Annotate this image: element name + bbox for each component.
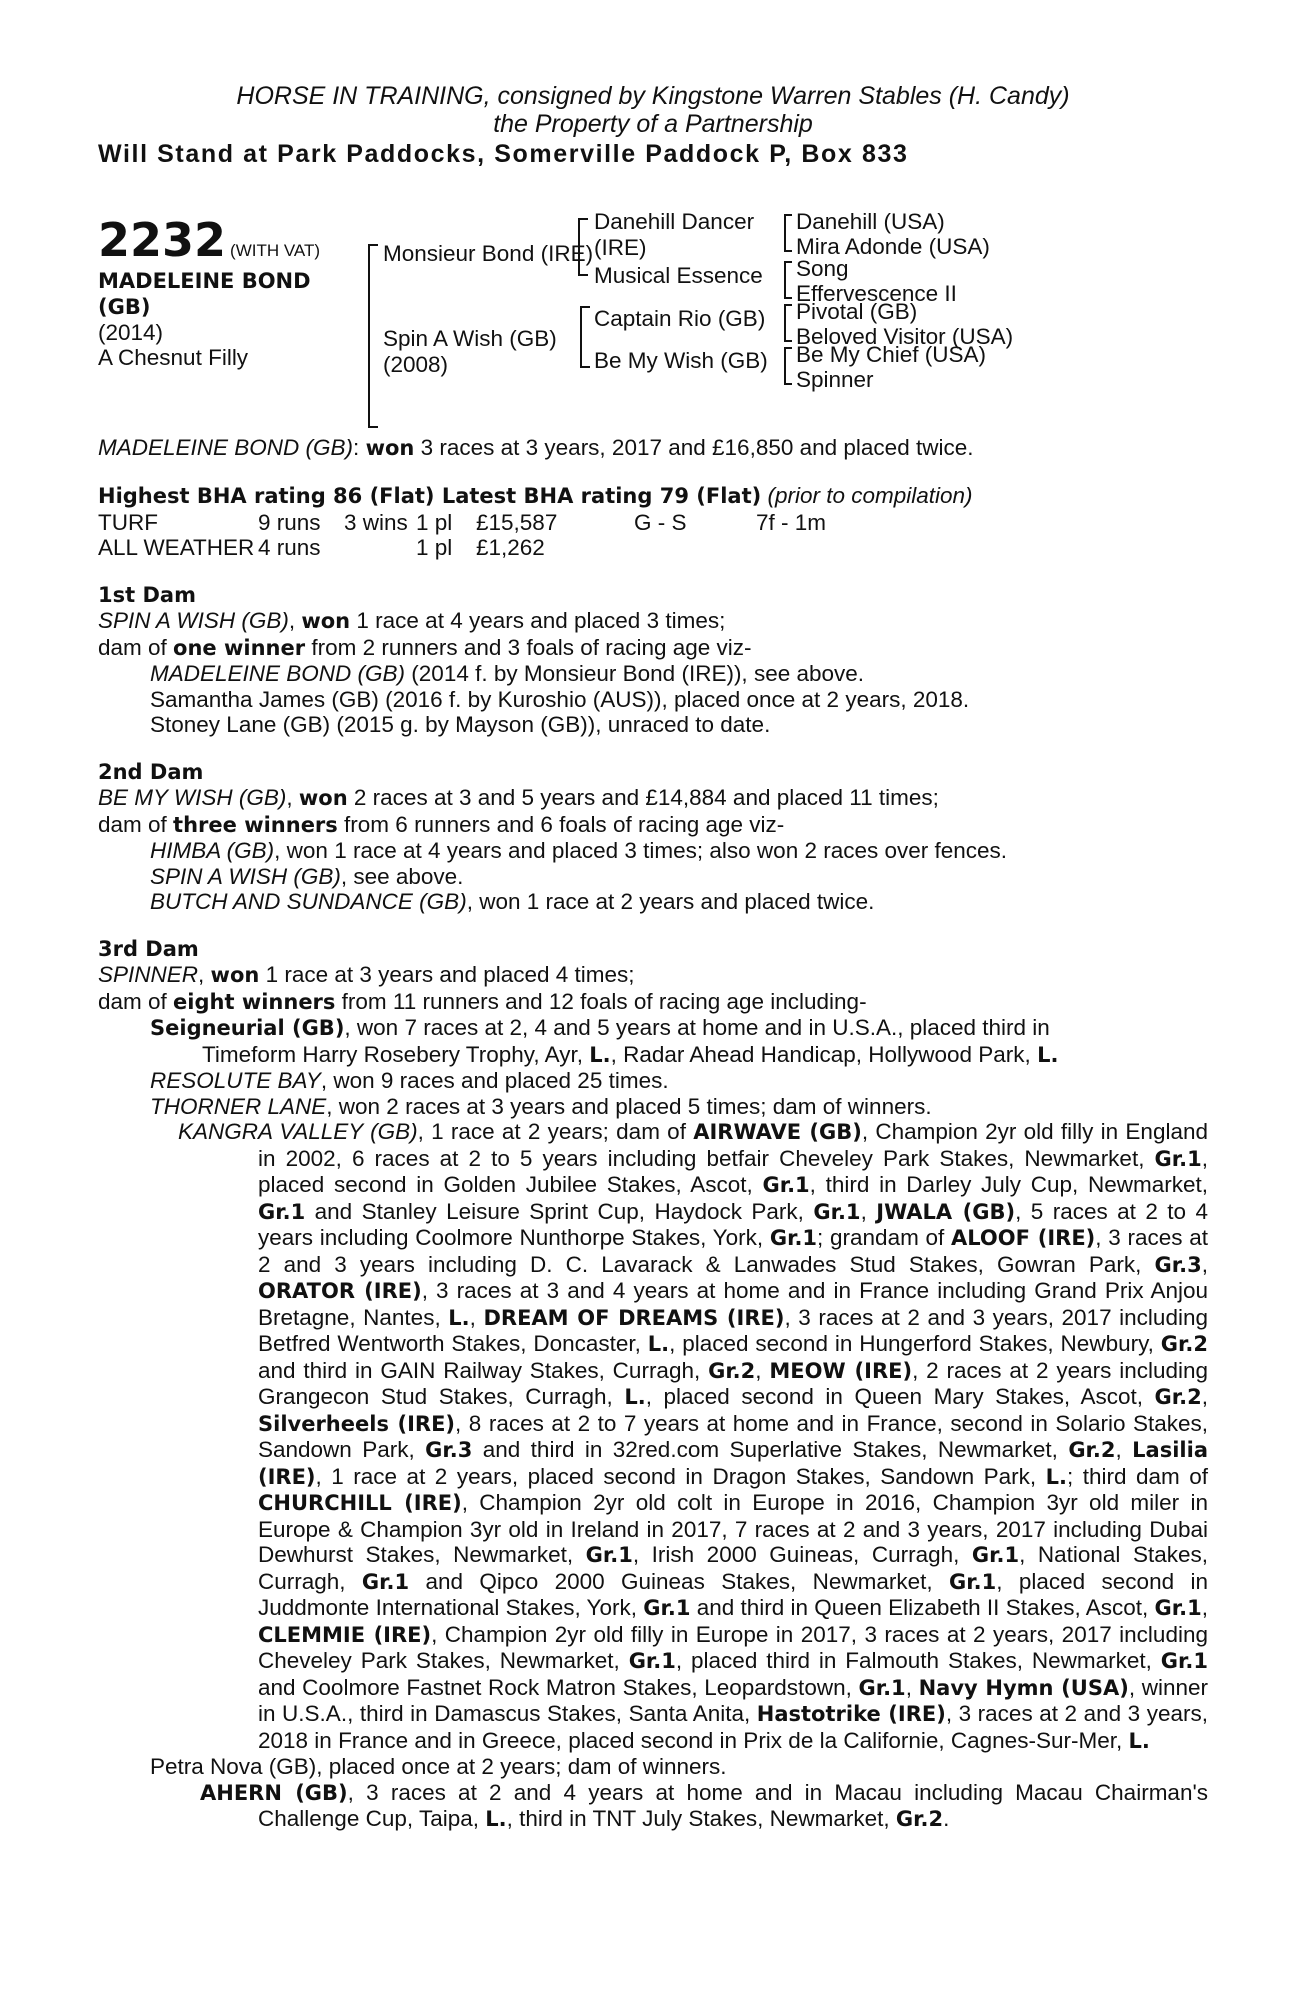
highlight-text: Silverheels (IRE) xyxy=(258,1411,456,1436)
record-text: , winner in U.S.A., third in Damascus Stakes, Santa Anita, xyxy=(258,1674,1208,1726)
record-text: , placed second in Queen Mary Stakes, Ascot, xyxy=(645,1384,1155,1409)
highlight-text: L. xyxy=(647,1332,670,1356)
highlight-text: L. xyxy=(1128,1728,1150,1753)
stat-placed: 1 pl xyxy=(416,509,453,535)
catalogue-page xyxy=(98,82,1208,1833)
record-text: ; third dam of xyxy=(1066,1463,1208,1489)
summary-won: won xyxy=(365,435,415,460)
highlight-text: L. xyxy=(1045,1464,1067,1489)
ratings-note: (prior to compilation) xyxy=(761,483,973,508)
record-text: , 1 race at 2 years; dam of xyxy=(417,1119,694,1144)
produce-name: THORNER LANE xyxy=(150,1093,327,1119)
winner-count: three winners xyxy=(173,812,338,837)
dam-dam-dam: Spinner xyxy=(796,366,874,392)
produce-entry: Samantha James (GB) (2016 f. by Kuroshio (AUS)), placed once at 2 years, 2018. xyxy=(150,686,970,712)
record-text: , xyxy=(755,1357,770,1383)
all-weather-stats xyxy=(98,535,1208,561)
produce-name: BUTCH AND SUNDANCE (GB) xyxy=(150,889,467,914)
highlight-text: MEOW (IRE) xyxy=(769,1358,913,1383)
dam-dam-sire: Be My Chief (USA) xyxy=(796,341,987,367)
highlight-text: L. xyxy=(624,1385,646,1409)
dam-record: 2 races at 3 and 5 years and £14,884 and placed 11 times; xyxy=(347,785,939,810)
second-dam-section: 2nd Dam BE MY WISH (GB), won 2 races at 3 and 5 years and £14,884 and placed 11 times; dam of three winners from 6 runners and 6 foals of racing age viz- HIMBA (GB), won 1 race at 4 years and placed 3 times; also won 2 races over fences. SPIN A WISH (GB), see above. BUTCH AND SUNDANCE (GB), won 1 race at 2 years and placed twice. xyxy=(98,760,1208,915)
highlight-text: CHURCHILL (IRE) xyxy=(258,1491,462,1515)
produce-intro: dam of xyxy=(98,634,174,660)
horse-name-country: (GB) xyxy=(98,294,151,319)
dam-name: BE MY WISH (GB) xyxy=(98,785,287,810)
record-text: , Champion 2yr old filly in England in 2002, 6 races at 2 to 5 years including betfair Cheveley Park Stakes, Newmarket, xyxy=(258,1119,1209,1171)
record-text: , National Stakes, Curragh, xyxy=(258,1542,1208,1594)
record-text: , third in TNT July Stakes, Newmarket, xyxy=(506,1806,896,1831)
stat-placed: 1 pl xyxy=(416,535,453,560)
record-text: , xyxy=(860,1198,877,1224)
highlight-text: Gr.1 xyxy=(585,1543,633,1567)
produce-record: Timeform Harry Rosebery Trophy, Ayr, xyxy=(202,1041,590,1067)
highlight-text: AIRWAVE (GB) xyxy=(693,1120,862,1144)
highlight-text: Gr.1 xyxy=(258,1199,306,1224)
pedigree-bracket-1 xyxy=(368,244,378,428)
dam-year: (2008) xyxy=(383,351,449,377)
third-dam-section: 3rd Dam SPINNER, won 1 race at 3 years and placed 4 times; dam of eight winners from 11 runners and 12 foals of racing age including- Seigneurial (GB), won 7 races at 2, 4 and 5 years at home and in U.S.A., placed third in Timeform Harry Rosebery Trophy, Ayr, L., Radar Ahead Handicap, Hollywood Park, L. RESOLUTE BAY, won 9 races and placed 25 times. THORNER LANE, won 2 races at 3 years and placed 5 times; dam of winners. KANGRA VALLEY (GB), 1 race at 2 years; dam of AIRWAVE (GB), Champion 2yr old filly in England in 2002, 6 races at 2 to 5 years including betfair Cheveley Park Stakes, Newmarket, Gr.1, placed second in Golden Jubilee Stakes, Ascot, Gr.1, third in Darley July Cup, Newmarket, Gr.1 and Stanley Leisure Sprint Cup, Haydock Park, Gr.1, JWALA (GB), 5 races at 2 to 4 years including Coolmore Nunthorpe Stakes, York, Gr.1; grandam of ALOOF (IRE), 3 races at 2 and 3 years including D. C. Lavarack & Lanwades Stud Stakes, Gowran Park, Gr.3, ORATOR (IRE), 3 races at 3 and 4 years at home and in France including Grand Prix Anjou Bretagne, Nantes, L., DREAM OF DREAMS (IRE), 3 races at 2 and 3 years, 2017 including Betfred Wentworth Stakes, Doncaster, L., placed second in Hungerford Stakes, Newbury, Gr.2 and third in GAIN Railway Stakes, Curragh, Gr.2, MEOW (IRE), 2 races at 2 years including Grangecon Stud Stakes, Curragh, L., placed second in Queen Mary Stakes, Ascot, Gr.2, Silverheels (IRE), 8 races at 2 to 7 years at home and in France, second in Solario Stakes, Sandown Park, Gr.3 and third in 32red.com Superlative Stakes, Newmarket, Gr.2, Lasilia (IRE), 1 race at 2 years, placed second in Dragon Stakes, Sandown Park, L.; third dam of CHURCHILL (IRE), Champion 2yr old colt in Europe in 2016, Champion 3yr old miler in Europe & Champion 3yr old in Ireland in 2017, 7 races at 2 and 3 years, 2017 including Dubai Dewhurst Stakes, Newmarket, Gr.1, Irish 2000 Guineas, Curragh, Gr.1, National Stakes, Curragh, Gr.1 and Qipco 2000 Guineas Stakes, Newmarket, Gr.1, placed second in Juddmonte International Stakes, York, Gr.1 and third in Queen Elizabeth II Stakes, Ascot, Gr.1, CLEMMIE (IRE), Champion 2yr old filly in Europe in 2017, 3 races at 2 years, 2017 including Cheveley Park Stakes, Newmarket, Gr.1, placed third in Falmouth Stakes, Newmarket, Gr.1 and Coolmore Fastnet Rock Matron Stakes, Leopardstown, Gr.1, Navy Hymn (USA), winner in U.S.A., third in Damascus Stakes, Santa Anita, Hastotrike (IRE), 3 races at 2 and 3 years, 2018 in France and in Greece, placed second in Prix de la Californie, Cagnes-Sur-Mer, L. Petra Nova (GB), placed once at 2 years; dam of winners. AHERN (GB), 3 races at 2 and 4 years at home and in Macau including Macau Chairman's Challenge Cup, Taipa, L., third in TNT July Stakes, Newmarket, Gr.2. xyxy=(98,936,1209,1831)
race-grade: L. xyxy=(589,1042,611,1067)
pedigree-bracket-3d xyxy=(784,347,792,385)
record-text: and third in GAIN Railway Stakes, Curragh, xyxy=(258,1357,709,1383)
highlight-text: Gr.2 xyxy=(895,1807,944,1831)
race-summary: MADELEINE BOND (GB): won 3 races at 3 years, 2017 and £16,850 and placed twice. xyxy=(98,434,974,460)
record-text: , Irish 2000 Guineas, Curragh, xyxy=(632,1542,972,1567)
stat-earnings: £1,262 xyxy=(476,535,545,560)
highlight-text: Gr.1 xyxy=(762,1173,810,1197)
lot-number: 2232 xyxy=(98,212,227,267)
sire: Monsieur Bond (IRE) xyxy=(383,240,594,266)
produce-entry: Stoney Lane (GB) (2015 g. by Mayson (GB)), unraced to date. xyxy=(150,712,771,737)
record-text: , placed second in Juddmonte International Stakes, York, xyxy=(258,1568,1208,1620)
record-text: , Champion 2yr old filly in Europe in 2017, 3 races at 2 years, 2017 including Cheveley Park Stakes, Newmarket, xyxy=(258,1621,1208,1673)
record-text: , 5 races at 2 to 4 years including Coolmore Nunthorpe Stakes, York, xyxy=(258,1198,1208,1250)
won-label: won xyxy=(301,609,351,633)
record-text: , placed second in Hungerford Stakes, Newbury, xyxy=(669,1331,1161,1356)
pedigree-bracket-2b xyxy=(580,306,590,368)
winner-count: one winner xyxy=(173,635,306,660)
produce-record: , won 7 races at 2, 4 and 5 years at home and in U.S.A., placed third in xyxy=(344,1015,1050,1040)
produce-summary: from 11 runners and 12 foals of racing age including- xyxy=(335,988,867,1014)
highlight-text: Lasilia (IRE) xyxy=(258,1438,1208,1489)
record-text: , 3 races at 2 and 3 years including D. C. Lavarack & Lanwades Stud Stakes, Gowran Park, xyxy=(258,1225,1208,1277)
highlight-text: L. xyxy=(448,1305,470,1330)
record-text: , 8 races at 2 to 7 years at home and in France, second in Solario Stakes, Sandown Park, xyxy=(258,1410,1209,1462)
produce-intro: dam of xyxy=(98,988,174,1014)
stat-going: G - S xyxy=(634,509,687,535)
stat-wins xyxy=(344,535,416,561)
highlight-text: Gr.2 xyxy=(708,1358,756,1383)
dam: Spin A Wish (GB) xyxy=(383,325,557,351)
highlight-text: Gr.2 xyxy=(1160,1332,1208,1356)
produce-summary: from 6 runners and 6 foals of racing age viz- xyxy=(337,811,785,837)
record-text: ; grandam of xyxy=(817,1225,952,1250)
pedigree-bracket-3c xyxy=(784,304,792,342)
record-text: , 3 races at 2 and 4 years at home and in Macau including Macau Chairman's Challenge Cup, Taipa, xyxy=(258,1779,1209,1831)
highlight-text: Gr.2 xyxy=(1068,1438,1116,1462)
dam-dam: Be My Wish (GB) xyxy=(594,347,768,373)
record-text: , xyxy=(1201,1595,1208,1620)
produce-ahern xyxy=(98,1780,1208,1833)
record-text: , xyxy=(1201,1251,1208,1277)
summary-text: 3 races at 3 years, 2017 and £16,850 and placed twice. xyxy=(414,434,974,460)
highlight-text: Gr.1 xyxy=(769,1226,818,1250)
highlight-text: AHERN (GB) xyxy=(200,1780,348,1805)
highlight-text: Gr.3 xyxy=(1154,1252,1202,1277)
record-text: , 2 races at 2 years including Grangecon Stud Stakes, Curragh, xyxy=(258,1357,1209,1409)
produce-record: , won 9 races and placed 25 times. xyxy=(320,1068,669,1093)
ratings-block xyxy=(98,483,1208,561)
produce-name: HIMBA (GB) xyxy=(150,838,275,863)
produce-record: , won 1 race at 4 years and placed 3 times; also won 2 races over fences. xyxy=(274,838,1008,863)
summary-horse-name: MADELEINE BOND (GB) xyxy=(98,434,354,460)
highlight-text: L. xyxy=(485,1807,507,1831)
record-text: , 1 race at 2 years, placed second in Dragon Stakes, Sandown Park, xyxy=(315,1463,1046,1489)
winner-count: eight winners xyxy=(173,989,336,1014)
sire-sire-country: (IRE) xyxy=(594,234,647,260)
pedigree-bracket-2a xyxy=(578,218,588,276)
highlight-text: Gr.2 xyxy=(1154,1385,1202,1409)
sire-dam-sire: Song xyxy=(796,255,849,281)
produce-name: SPIN A WISH (GB) xyxy=(150,863,341,889)
pedigree-bracket-3a xyxy=(784,214,792,252)
foaling-year: (2014) xyxy=(98,319,164,345)
section-title: 3rd Dam xyxy=(98,936,199,961)
sire-sire: Danehill Dancer xyxy=(594,208,755,234)
record-text: . xyxy=(943,1806,950,1831)
section-title: 2nd Dam xyxy=(98,759,204,784)
record-text: and Qipco 2000 Guineas Stakes, Newmarket, xyxy=(409,1568,950,1594)
vat-note: (WITH VAT) xyxy=(230,240,321,260)
highlight-text: DREAM OF DREAMS (IRE) xyxy=(483,1305,785,1330)
dam-record: 1 race at 3 years and placed 4 times; xyxy=(259,962,635,987)
highlight-text: Gr.1 xyxy=(858,1675,906,1700)
race-grade: L. xyxy=(1037,1042,1059,1067)
stat-surface: ALL WEATHER xyxy=(98,535,255,560)
highlight-text: Gr.1 xyxy=(971,1543,1020,1567)
stat-runs: 9 runs xyxy=(258,509,321,535)
highlight-text: Gr.1 xyxy=(949,1569,997,1594)
highlight-text: Gr.1 xyxy=(813,1199,861,1224)
highlight-text: Navy Hymn (USA) xyxy=(918,1675,1129,1700)
sire-dam-dam: Effervescence II xyxy=(796,280,957,306)
pedigree-bracket-3b xyxy=(784,261,792,299)
record-text: , xyxy=(1201,1384,1208,1409)
record-text: , 3 races at 2 and 3 years, 2018 in France and in Greece, placed second in Prix de la Californie, Cagnes-Sur-Mer, xyxy=(258,1701,1208,1753)
dam-name: SPIN A WISH (GB) xyxy=(98,608,289,633)
horse-description: A Chesnut Filly xyxy=(98,345,249,370)
record-text: , Champion 2yr old colt in Europe in 2016, Champion 3yr old miler in Europe & Champion 3yr old in Ireland in 2017, 7 races at 2 and 3 years, 2017 including Dubai Dewhurst Stakes, Newmarket, xyxy=(258,1490,1208,1567)
first-dam-section: 1st Dam SPIN A WISH (GB), won 1 race at 4 years and placed 3 times; dam of one winner from 2 runners and 3 foals of racing age viz- MADELEINE BOND (GB) (2014 f. by Monsieur Bond (IRE)), see above. Samantha James (GB) (2016 f. by Kuroshio (AUS)), placed once at 2 years, 2018. Stoney Lane (GB) (2015 g. by Mayson (GB)), unraced to date. xyxy=(98,583,1208,738)
produce-record: , won 1 race at 2 years and placed twice. xyxy=(466,889,875,914)
record-text: and third in Queen Elizabeth II Stakes, Ascot, xyxy=(690,1595,1155,1620)
produce-record: , see above. xyxy=(340,863,464,889)
highlight-text: Hastotrike (IRE) xyxy=(756,1702,946,1726)
turf-stats xyxy=(98,510,1208,536)
record-text: , 3 races at 2 and 3 years, 2017 including Betfred Wentworth Stakes, Doncaster, xyxy=(258,1304,1208,1356)
dam-name: SPINNER xyxy=(98,962,199,987)
highlight-text: Gr.1 xyxy=(643,1596,691,1620)
record-text: , third in Darley July Cup, Newmarket, xyxy=(809,1172,1208,1197)
highlight-text: JWALA (GB) xyxy=(876,1199,1016,1224)
produce-entry: Petra Nova (GB), placed once at 2 years; dam of winners. xyxy=(150,1754,727,1779)
stat-earnings: £15,587 xyxy=(476,509,558,535)
stat-distance: 7f - 1m xyxy=(756,509,827,535)
produce-name: Seigneurial (GB) xyxy=(150,1016,345,1040)
property-line: the Property of a Partnership xyxy=(493,110,813,138)
produce-record: , won 2 races at 3 years and placed 5 times; dam of winners. xyxy=(326,1093,932,1119)
dam-sire: Captain Rio (GB) xyxy=(594,305,766,331)
produce-name: MADELEINE BOND (GB) xyxy=(150,661,406,686)
sire-dam: Musical Essence xyxy=(594,262,763,288)
dam-sire-sire: Pivotal (GB) xyxy=(796,298,918,324)
sire-sire-dam: Mira Adonde (USA) xyxy=(796,233,990,259)
record-text: , 3 races at 3 and 4 years at home and in France including Grand Prix Anjou Bretagne, Nantes, xyxy=(258,1278,1209,1330)
dam-record: 1 race at 4 years and placed 3 times; xyxy=(350,608,726,633)
produce-kangra-valley xyxy=(98,1119,1208,1754)
produce-record: , Radar Ahead Handicap, Hollywood Park, xyxy=(610,1041,1038,1067)
highlight-text: ORATOR (IRE) xyxy=(258,1279,422,1303)
lot-info xyxy=(98,212,321,371)
record-text: , placed second in Golden Jubilee Stakes, Ascot, xyxy=(258,1145,1208,1197)
bha-ratings: Highest BHA rating 86 (Flat) Latest BHA rating 79 (Flat) xyxy=(98,484,762,508)
won-label: won xyxy=(298,786,348,810)
dam-sire-dam: Beloved Visitor (USA) xyxy=(796,323,1014,349)
record-text: and third in 32red.com Superlative Stakes, Newmarket, xyxy=(472,1437,1069,1462)
stat-runs: 4 runs xyxy=(258,535,321,560)
produce-intro: dam of xyxy=(98,811,174,837)
record-text: , xyxy=(1115,1437,1133,1462)
pedigree-block xyxy=(98,206,1208,421)
highlight-text: Gr.1 xyxy=(1154,1596,1202,1620)
highlight-text: Gr.1 xyxy=(361,1569,410,1594)
record-text: , xyxy=(469,1304,484,1330)
highlight-text: Gr.1 xyxy=(628,1649,676,1673)
stat-wins: 3 wins xyxy=(344,509,408,535)
produce-name: RESOLUTE BAY xyxy=(150,1068,321,1093)
won-label: won xyxy=(210,963,260,987)
produce-record: (2014 f. by Monsieur Bond (IRE)), see above. xyxy=(405,661,865,686)
produce-summary: from 2 runners and 3 foals of racing age viz- xyxy=(305,634,752,660)
produce-seigneurial xyxy=(98,1015,1208,1068)
horse-name: MADELEINE BOND xyxy=(98,268,311,293)
record-text: , placed third in Falmouth Stakes, Newmarket, xyxy=(675,1648,1161,1673)
consignor-line: HORSE IN TRAINING, consigned by Kingstone Warren Stables (H. Candy) xyxy=(236,82,1070,110)
highlight-text: CLEMMIE (IRE) xyxy=(258,1622,432,1647)
stat-surface: TURF xyxy=(98,509,158,535)
record-text: and Coolmore Fastnet Rock Matron Stakes, Leopardstown, xyxy=(258,1674,859,1700)
highlight-text: Gr.3 xyxy=(425,1438,473,1462)
highlight-text: ALOOF (IRE) xyxy=(951,1226,1096,1250)
record-text: , xyxy=(905,1674,919,1700)
record-text: and Stanley Leisure Sprint Cup, Haydock Park, xyxy=(305,1198,814,1224)
highlight-text: Gr.1 xyxy=(1154,1146,1202,1171)
sire-sire-sire: Danehill (USA) xyxy=(796,208,945,234)
section-title: 1st Dam xyxy=(98,582,196,607)
produce-name: KANGRA VALLEY (GB) xyxy=(178,1119,418,1144)
highlight-text: Gr.1 xyxy=(1160,1649,1208,1673)
lot-header xyxy=(98,82,1208,168)
stand-line: Will Stand at Park Paddocks, Somerville Paddock P, Box 833 xyxy=(98,140,909,168)
